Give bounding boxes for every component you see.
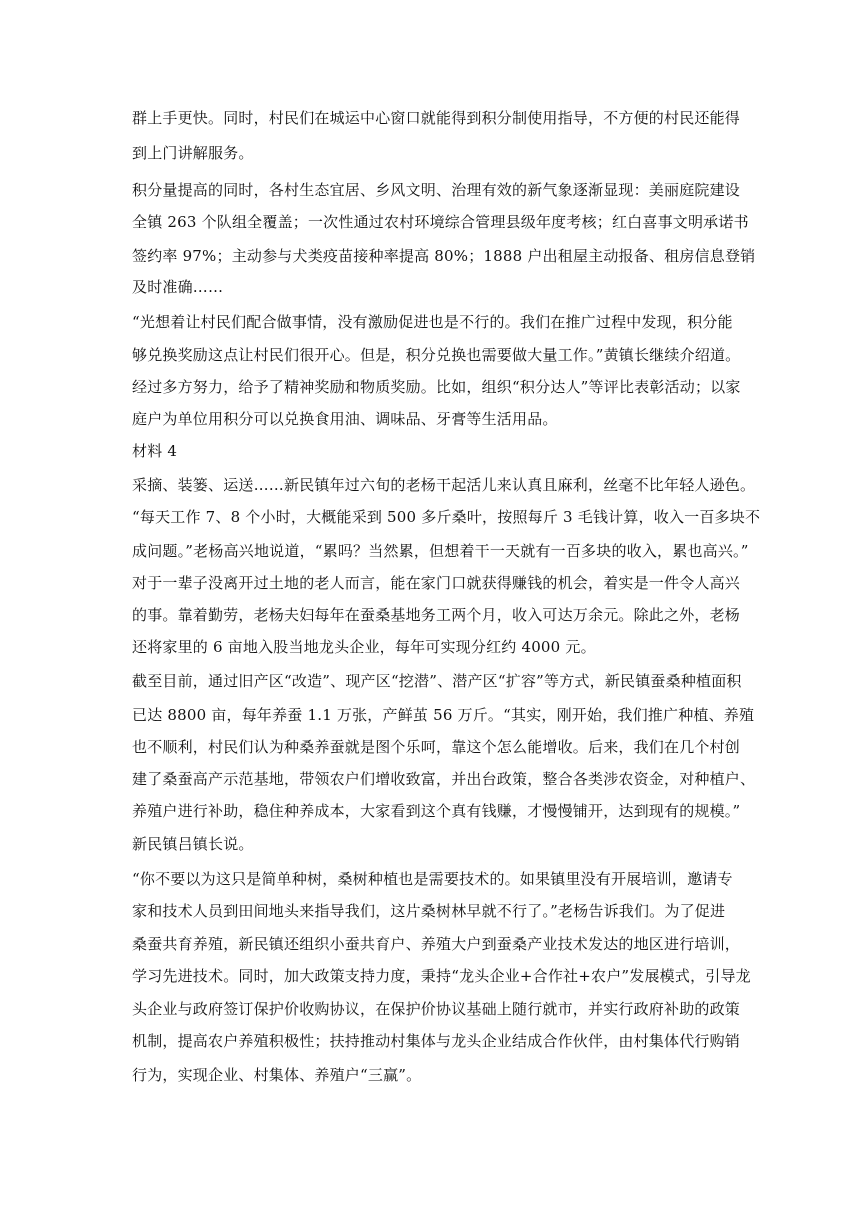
body-text-line: 桑蚕共育养殖，新民镇还组织小蚕共育户、养殖大户到蚕桑产业技术发达的地区进行培训， (132, 935, 741, 953)
body-text-line: 已达 8800 亩，每年养蚕 1.1 万张，产鲜茧 56 万斤。“其实，刚开始，我们推广种植、养殖 (132, 706, 755, 724)
body-text-line: 全镇 263 个队组全覆盖；一次性通过农村环境综合管理县级年度考核；红白喜事文明承诺书 (132, 213, 749, 231)
body-text-line: 家和技术人员到田间地头来指导我们，这片桑树林早就不行了。”老杨告诉我们。为了促进 (132, 902, 726, 920)
body-text-line: 签约率 97%；主动参与犬类疫苗接种率提高 80%；1888 户出租屋主动报备、租房信息登销 (132, 247, 756, 265)
body-text-line: 学习先进技术。同时，加大政策支持力度，秉持“龙头企业+合作社+农户”发展模式，引导龙 (132, 967, 751, 985)
body-text-line: 对于一辈子没离开过土地的老人而言，能在家门口就获得赚钱的机会，着实是一件令人高兴 (132, 574, 741, 592)
body-text-line: “光想着让村民们配合做事情，没有激励促进也是不行的。我们在推广过程中发现，积分能 (132, 313, 733, 331)
body-text-line: 庭户为单位用积分可以兑换食用油、调味品、牙膏等生活用品。 (132, 410, 558, 428)
body-text-line: 头企业与政府签订保护价收购协议，在保护价协议基础上随行就市，并实行政府补助的政策 (132, 1000, 741, 1018)
body-text-line: 够兑换奖励这点让村民们很开心。但是，积分兑换也需要做大量工作。”黄镇长继续介绍道。 (132, 346, 741, 364)
body-text-line: 采摘、装篓、运送……新民镇年过六旬的老杨干起活儿来认真且麻利，丝毫不比年轻人逊色。 (132, 476, 756, 494)
body-text-line: 截至目前，通过旧产区“改造”、现产区“挖潜”、潜产区“扩容”等方式，新民镇蚕桑种植面积 (132, 672, 742, 690)
section-heading: 材料 4 (132, 442, 178, 460)
body-text-line: 建了桑蚕高产示范基地，带领农户们增收致富，并出台政策，整合各类涉农资金，对种植户、 (132, 770, 756, 788)
body-text-line: 行为，实现企业、村集体、养殖户“三赢”。 (132, 1066, 422, 1084)
body-text-line: 养殖户进行补助，稳住种养成本，大家看到这个真有钱赚，才慢慢铺开，达到现有的规模。” (132, 802, 741, 820)
body-text-line: 群上手更快。同时，村民们在城运中心窗口就能得到积分制使用指导，不方便的村民还能得 (132, 109, 741, 127)
body-text-line: 机制，提高农户养殖积极性；扶持推动村集体与龙头企业结成合作伙伴，由村集体代行购销 (132, 1032, 741, 1050)
body-text-line: “你不要以为这只是简单种树，桑树种植也是需要技术的。如果镇里没有开展培训，邀请专 (132, 870, 733, 888)
body-text-line: 到上门讲解服务。 (132, 144, 254, 162)
body-text-line: 成问题。”老杨高兴地说道，“累吗？当然累，但想着干一天就有一百多块的收入，累也高兴。” (132, 542, 749, 560)
body-text-line: 也不顺利，村民们认为种桑养蚕就是图个乐呵，靠这个怎么能增收。后来，我们在几个村创 (132, 738, 741, 756)
body-text-line: 的事。靠着勤劳，老杨夫妇每年在蚕桑基地务工两个月，收入可达万余元。除此之外，老杨 (132, 606, 741, 624)
body-text-line: “每天工作 7、8 个小时，大概能采到 500 多斤桑叶，按照每斤 3 毛钱计算，收入一百多块不 (132, 508, 761, 526)
body-text-line: 经过多方努力，给予了精神奖励和物质奖励。比如，组织“积分达人”等评比表彰活动；以家 (132, 378, 741, 396)
body-text-line: 积分量提高的同时，各村生态宜居、乡风文明、治理有效的新气象逐渐显现：美丽庭院建设 (132, 181, 741, 199)
body-text-line: 还将家里的 6 亩地入股当地龙头企业，每年可实现分红约 4000 元。 (132, 638, 596, 656)
body-text-line: 新民镇吕镇长说。 (132, 835, 254, 853)
body-text-line: 及时准确…… (132, 278, 224, 296)
